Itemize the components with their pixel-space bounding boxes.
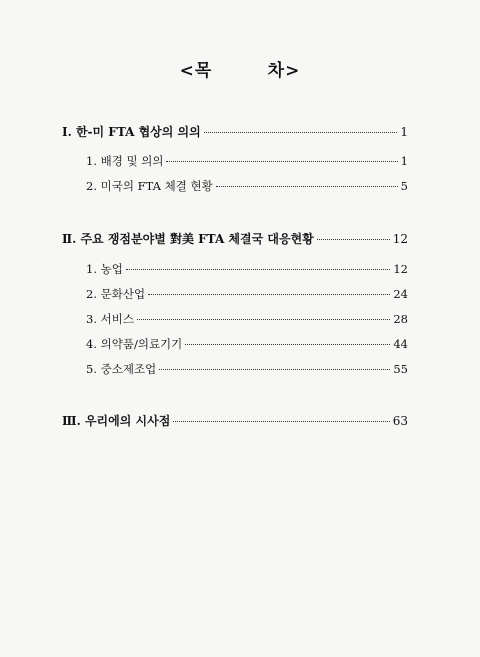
toc-entry-label: 3. 서비스 [86,312,134,326]
toc-page-number: 24 [393,287,408,301]
leader-dots [216,186,398,187]
toc-entry-label: 1. 배경 및 의의 [86,154,164,168]
toc-page-number: 63 [392,414,408,428]
leader-dots [204,132,398,133]
toc-section-3[interactable] [62,412,408,429]
leader-dots [185,344,390,345]
toc-page-number: 28 [393,312,408,326]
leader-dots [159,369,390,370]
page-title: <목 차> [179,61,301,81]
toc-entry-label: 2. 문화산업 [86,287,146,301]
toc-page-number: 1 [400,154,408,168]
toc-entry[interactable] [86,286,408,302]
leader-dots [173,421,389,422]
toc-entry[interactable] [86,153,408,169]
toc-section-1[interactable] [62,123,408,140]
toc-page-number: 5 [400,179,408,193]
toc-entry-label: 5. 중소제조업 [86,362,157,376]
toc-entry[interactable] [86,311,408,327]
leader-dots [166,161,397,162]
leader-dots [148,294,390,295]
toc-entry[interactable] [86,336,408,352]
toc-page-number: 12 [392,232,408,246]
toc-entry[interactable] [86,178,408,194]
leader-dots [126,269,391,270]
toc-entry-label: 1. 농업 [86,262,123,276]
toc-page-number: 55 [393,362,408,376]
toc-section-label: Ⅱ. 주요 쟁점분야별 對美 FTA 체결국 대응현황 [62,232,314,246]
toc-page-number: 44 [393,337,408,351]
toc-section-2[interactable] [62,230,408,247]
leader-dots [317,239,390,240]
toc-section-label: Ⅲ. 우리에의 시사점 [62,414,171,428]
leader-dots [137,319,390,320]
toc-page-number: 1 [400,125,408,139]
toc-page-number: 12 [393,262,408,276]
toc-entry[interactable] [86,361,408,377]
toc-entry-label: 2. 미국의 FTA 체결 현황 [86,179,213,193]
toc-entry-label: 4. 의약품/의료기기 [86,337,183,351]
toc-section-label: Ⅰ. 한-미 FTA 협상의 의의 [62,125,201,139]
toc-entry[interactable] [86,261,408,277]
